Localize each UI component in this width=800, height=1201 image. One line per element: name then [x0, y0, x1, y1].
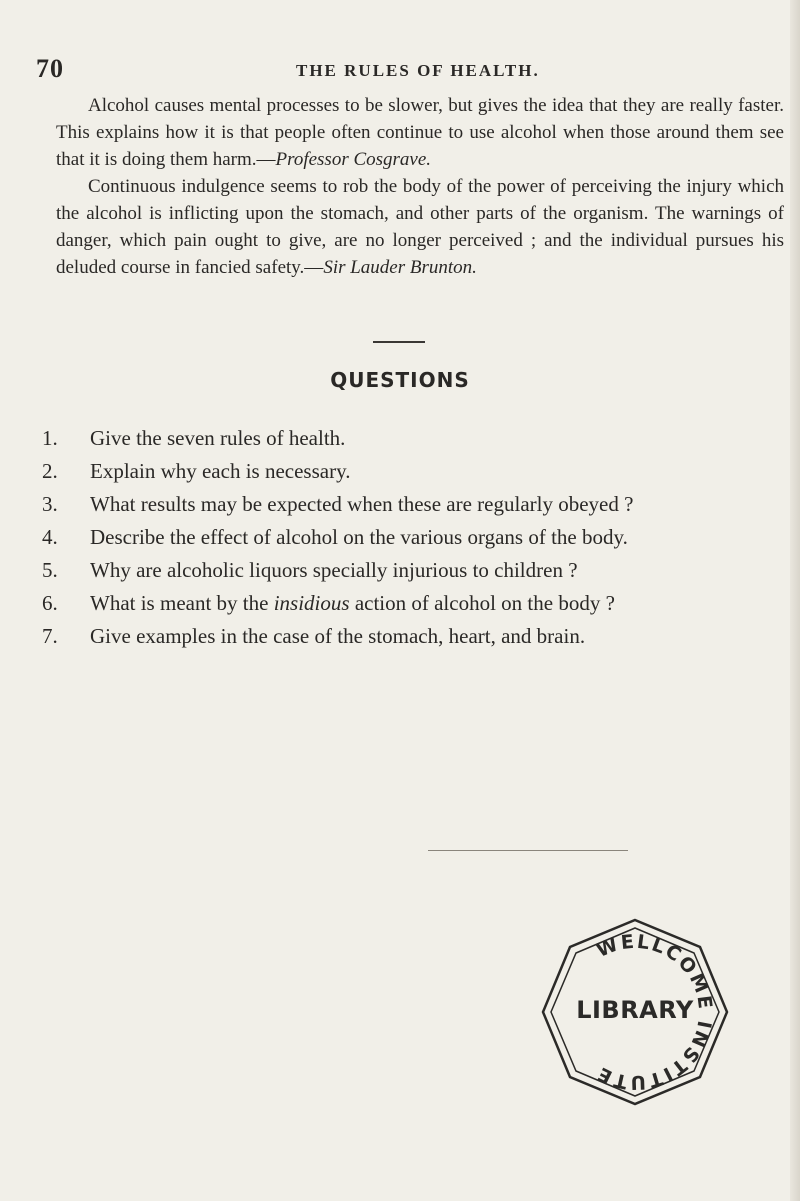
attribution-cosgrave: Professor Cosgrave.: [275, 149, 432, 170]
question-text: Explain why each is necessary.: [90, 459, 351, 483]
section-divider: [373, 341, 425, 343]
emphasis-insidious: insidious: [273, 591, 350, 615]
question-text: [90, 591, 615, 615]
question-number: 2.: [42, 459, 58, 483]
paragraph-cosgrave: [56, 92, 784, 173]
question-number: 6.: [42, 591, 58, 615]
question-item: [42, 521, 788, 554]
question-item: [42, 554, 788, 587]
body-text: [56, 92, 784, 281]
footer-rule: [428, 850, 628, 851]
stamp-ring-text: WELLCOME INSTITUTE: [592, 930, 717, 1094]
question-number: 1.: [42, 426, 58, 450]
question-text: What results may be expected when these are regularly obeyed ?: [90, 492, 634, 516]
paragraph-brunton: [56, 173, 784, 281]
question-text: Describe the effect of alcohol on the various organs of the body.: [90, 525, 628, 549]
questions-heading: QUESTIONS: [330, 368, 470, 392]
question-number: 7.: [42, 624, 58, 648]
question-text-after: action of alcohol on the body ?: [349, 591, 615, 615]
question-item: [42, 620, 788, 653]
page-header: [36, 48, 776, 88]
page-number: 70: [36, 54, 64, 83]
question-text: Why are alcoholic liquors specially injurious to children ?: [90, 558, 578, 582]
question-number: 5.: [42, 558, 58, 582]
page-edge: [790, 0, 800, 1201]
running-head: THE RULES OF HEALTH.: [296, 61, 540, 80]
question-item: [42, 488, 788, 521]
stamp-label: LIBRARY: [576, 996, 694, 1024]
question-item: [42, 587, 788, 620]
question-text: Give the seven rules of health.: [90, 426, 346, 450]
question-item: [42, 422, 788, 455]
question-number: 3.: [42, 492, 58, 516]
questions-list: [42, 422, 788, 653]
attribution-brunton: Sir Lauder Brunton.: [323, 257, 477, 278]
question-item: [42, 455, 788, 488]
question-number: 4.: [42, 525, 58, 549]
paragraph-text: Alcohol causes mental processes to be slower, but gives the idea that they are really faster. This explains how it is that people often continue to use alcohol when those around them see that it is doing them harm.—: [56, 95, 784, 170]
question-text-before: What is meant by the: [90, 591, 274, 615]
library-stamp: [535, 912, 735, 1112]
question-text: Give examples in the case of the stomach, heart, and brain.: [90, 624, 586, 648]
paragraph-text: Continuous indulgence seems to rob the body of the power of perceiving the injury which the alcohol is inflicting upon the stomach, and other parts of the organism. The warnings of danger, which pain ought to give, are no longer perceived ; and the individual pursues his deluded course in fancied safety.—: [56, 176, 784, 278]
